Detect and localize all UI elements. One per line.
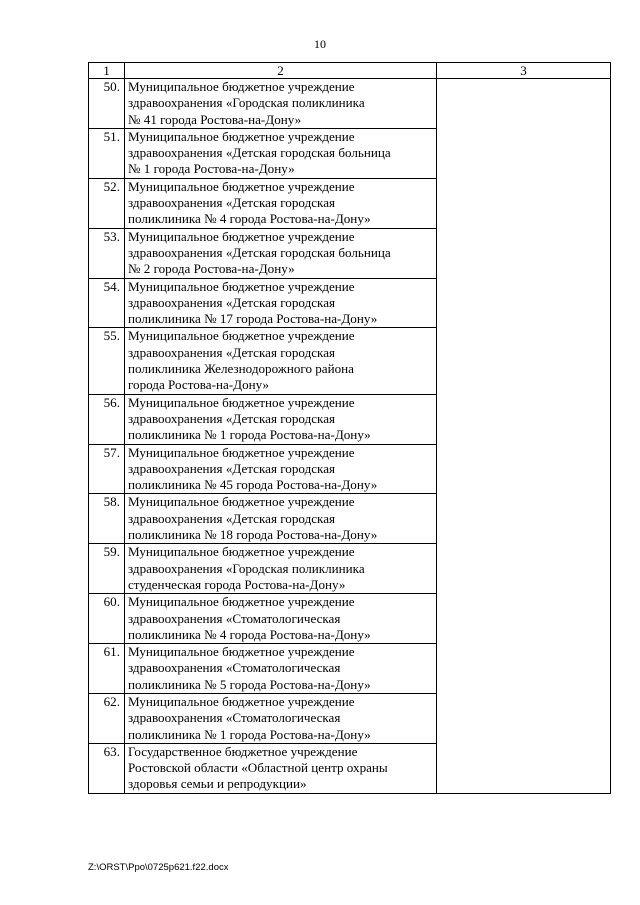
organization-name [125,128,437,178]
organization-name-line: здравоохранения «Детская городская [128,195,336,211]
organization-name-line: студенческая города Ростова-на-Дону» [128,576,346,592]
organization-name-line: поликлиника № 1 города Ростова-на-Дону» [128,726,371,742]
organization-name-line: Муниципальное бюджетное учреждение [128,693,355,709]
row-number: 55. [89,328,125,394]
row-number: 61. [89,644,125,694]
organization-name-line: Муниципальное бюджетное учреждение [128,444,355,460]
organization-name-line: Муниципальное бюджетное учреждение [128,544,355,560]
row-number: 56. [89,394,125,444]
organization-name [125,644,437,694]
row-number: 51. [89,128,125,178]
organization-name-line: Муниципальное бюджетное учреждение [128,178,355,194]
organization-name [125,328,437,394]
organizations-table [88,62,611,794]
organization-name-line: здравоохранения «Детская городская больница [128,244,391,260]
row-number: 60. [89,594,125,644]
organization-name [125,178,437,228]
organization-name-line: здравоохранения «Стоматологическая [128,610,341,626]
row-number: 62. [89,693,125,743]
row-number: 59. [89,544,125,594]
organization-name-line: поликлиника № 45 города Ростова-на-Дону» [128,477,378,493]
column-3-cell [437,79,611,794]
organization-name-line: здравоохранения «Детская городская [128,460,336,476]
organization-name-line: поликлиника № 17 города Ростова-на-Дону» [128,311,378,327]
organization-name-line: Муниципальное бюджетное учреждение [128,494,355,510]
organization-name-line: Муниципальное бюджетное учреждение [128,79,355,94]
organization-name-line: Муниципальное бюджетное учреждение [128,644,355,660]
organization-name-line: здравоохранения «Детская городская [128,294,336,310]
organization-name-line: здравоохранения «Детская городская [128,410,336,426]
organization-name-line: № 1 города Ростова-на-Дону» [128,161,295,177]
table-body [89,63,611,794]
organization-name-line: Государственное бюджетное учреждение [128,743,358,759]
organization-name-line: поликлиника № 18 города Ростова-на-Дону» [128,527,378,543]
header-col-2: 2 [125,63,437,79]
organization-name-line: здравоохранения «Стоматологическая [128,660,341,676]
organization-name [125,693,437,743]
organization-name-line: поликлиника Железнодорожного района [128,361,354,377]
organization-name-line: здравоохранения «Детская городская [128,344,336,360]
page-number: 10 [314,37,326,51]
organization-name-line: поликлиника № 4 города Ростова-на-Дону» [128,211,371,227]
organization-name [125,494,437,544]
organization-name-line: Ростовской области «Областной центр охраны [128,760,388,776]
organization-name [125,228,437,278]
organization-name-line: Муниципальное бюджетное учреждение [128,128,355,144]
organization-name-line: поликлиника № 4 города Ростова-на-Дону» [128,626,371,642]
organization-name-line: Муниципальное бюджетное учреждение [128,594,355,610]
row-number: 52. [89,178,125,228]
row-number: 63. [89,743,125,793]
header-col-3: 3 [437,63,611,79]
organization-name [125,278,437,328]
organization-name-line: здоровья семьи и репродукции» [128,776,307,792]
file-path-footer: Z:\ORST\Ppo\0725p621.f22.docx [88,862,229,873]
table-header-row [89,63,611,79]
organization-name [125,743,437,793]
organization-name-line: № 41 города Ростова-на-Дону» [128,111,302,127]
row-number: 53. [89,228,125,278]
organization-name [125,79,437,129]
organization-name-line: здравоохранения «Городская поликлиника [128,560,365,576]
organization-name-line: Муниципальное бюджетное учреждение [128,278,355,294]
organization-name-line: № 2 города Ростова-на-Дону» [128,261,295,277]
organization-name [125,394,437,444]
organization-name-line: здравоохранения «Стоматологическая [128,710,341,726]
organization-name-line: Муниципальное бюджетное учреждение [128,328,355,344]
row-number: 57. [89,444,125,494]
organization-name-line: Муниципальное бюджетное учреждение [128,394,355,410]
header-col-1: 1 [89,63,125,79]
organization-name [125,594,437,644]
organization-name-line: города Ростова-на-Дону» [128,377,270,393]
organization-name [125,544,437,594]
table-row [89,79,611,129]
row-number: 50. [89,79,125,129]
organization-name-line: здравоохранения «Детская городская больница [128,145,391,161]
row-number: 54. [89,278,125,328]
organization-name-line: здравоохранения «Детская городская [128,510,336,526]
organization-name-line: Муниципальное бюджетное учреждение [128,228,355,244]
organization-name-line: поликлиника № 1 города Ростова-на-Дону» [128,427,371,443]
organization-name-line: поликлиника № 5 города Ростова-на-Дону» [128,676,371,692]
organization-name [125,444,437,494]
row-number: 58. [89,494,125,544]
organization-name-line: здравоохранения «Городская поликлиника [128,95,365,111]
